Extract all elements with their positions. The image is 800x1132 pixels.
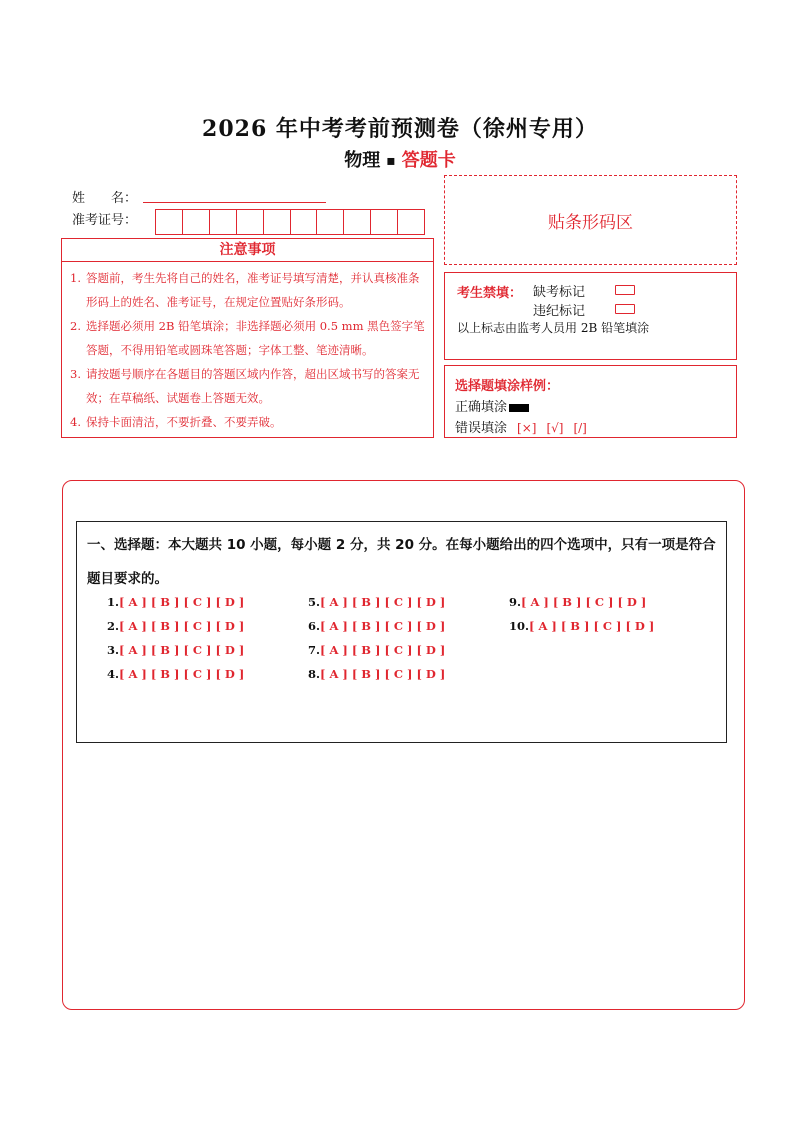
- id-cell[interactable]: [237, 210, 264, 234]
- notice-num: 1.: [70, 271, 81, 285]
- proctor-mark-box: [444, 272, 737, 360]
- option-bubbles[interactable]: [ A ] [ B ] [ C ] [ D ]: [119, 667, 245, 681]
- option-bubbles[interactable]: [ A ] [ B ] [ C ] [ D ]: [119, 595, 245, 609]
- wrong-mark-cross: [×]: [517, 421, 537, 435]
- id-cell[interactable]: [210, 210, 237, 234]
- question-number: 4.: [107, 667, 120, 681]
- id-cell[interactable]: [264, 210, 291, 234]
- wrong-fill-row: [455, 417, 587, 436]
- filled-box-icon: [509, 404, 529, 412]
- id-cell[interactable]: [291, 210, 318, 234]
- barcode-area: [444, 175, 737, 265]
- question-9[interactable]: [509, 595, 646, 609]
- option-bubbles[interactable]: [ A ] [ B ] [ C ] [ D ]: [529, 619, 655, 633]
- question-number: 10.: [509, 619, 530, 633]
- id-label: 准考证号：: [72, 213, 138, 228]
- name-label: 姓 名：: [72, 191, 138, 206]
- wrong-fill-label: 错误填涂: [455, 421, 508, 436]
- wrong-mark-check: [√]: [546, 421, 564, 435]
- question-number: 6.: [308, 619, 321, 633]
- question-number: 9.: [509, 595, 522, 609]
- id-cell[interactable]: [156, 210, 183, 234]
- wrong-mark-slash: [/]: [573, 421, 587, 435]
- notice-text: 选择题必须用 2B 铅笔填涂；非选择题必须用 0.5 mm 黑色签字笔答题，不得用铅笔或圆珠笔答题；字体工整、笔迹清晰。: [86, 319, 425, 357]
- fill-sample-label: 选择题填涂样例：: [455, 379, 560, 394]
- choice-section: [76, 521, 727, 743]
- notice-text: 保持卡面清洁，不要折叠、不要弄破。: [86, 415, 282, 429]
- violation-mark-label: 违纪标记: [533, 304, 586, 319]
- notice-item: [70, 266, 427, 314]
- id-cell[interactable]: [183, 210, 210, 234]
- question-2[interactable]: [107, 619, 244, 633]
- absent-mark-label: 缺考标记: [533, 285, 586, 300]
- notice-text: 答题前，考生先将自己的姓名，准考证号填写清楚，并认真核准条形码上的姓名、准考证号，在规定位置贴好条形码。: [86, 271, 420, 309]
- notice-num: 2.: [70, 319, 81, 333]
- notice-item: [70, 362, 427, 410]
- id-number-grid[interactable]: [155, 209, 425, 235]
- option-bubbles[interactable]: [ A ] [ B ] [ C ] [ D ]: [320, 595, 446, 609]
- page-subtitle: [0, 146, 800, 172]
- question-3[interactable]: [107, 643, 244, 657]
- question-6[interactable]: [308, 619, 445, 633]
- option-bubbles[interactable]: [ A ] [ B ] [ C ] [ D ]: [320, 667, 446, 681]
- option-bubbles[interactable]: [ A ] [ B ] [ C ] [ D ]: [119, 619, 245, 633]
- notice-item: [70, 314, 427, 362]
- notice-text: 请按题号顺序在各题目的答题区域内作答，超出区域书写的答案无效；在草稿纸、试题卷上答题无效。: [86, 367, 420, 405]
- question-10[interactable]: [509, 619, 654, 633]
- fill-sample-box: [444, 365, 737, 438]
- question-5[interactable]: [308, 595, 445, 609]
- option-bubbles[interactable]: [ A ] [ B ] [ C ] [ D ]: [320, 643, 446, 657]
- separator-dot: ▪: [386, 153, 396, 169]
- correct-fill-label: 正确填涂: [455, 400, 508, 415]
- question-number: 8.: [308, 667, 321, 681]
- card-name-label: 答题卡: [401, 150, 456, 171]
- notice-list: [61, 262, 434, 438]
- id-cell[interactable]: [398, 210, 424, 234]
- id-cell[interactable]: [344, 210, 371, 234]
- option-bubbles[interactable]: [ A ] [ B ] [ C ] [ D ]: [119, 643, 245, 657]
- notice-num: 4.: [70, 415, 81, 429]
- question-number: 3.: [107, 643, 120, 657]
- id-cell[interactable]: [371, 210, 398, 234]
- proctor-mark-label: 考生禁填：: [457, 286, 523, 301]
- question-1[interactable]: [107, 595, 244, 609]
- question-number: 1.: [107, 595, 120, 609]
- section-title: 一、选择题：本大题共 10 小题，每小题 2 分，共 20 分。在每小题给出的四个选项中，只有一项是符合题目要求的。: [87, 537, 716, 587]
- notice-title: 注意事项: [61, 238, 434, 262]
- question-7[interactable]: [308, 643, 445, 657]
- id-cell[interactable]: [317, 210, 344, 234]
- violation-mark-box[interactable]: [615, 304, 635, 314]
- option-bubbles[interactable]: [ A ] [ B ] [ C ] [ D ]: [521, 595, 647, 609]
- question-4[interactable]: [107, 667, 244, 681]
- barcode-label: 贴条形码区: [548, 212, 633, 233]
- subject-label: 物理: [344, 150, 381, 171]
- question-number: 2.: [107, 619, 120, 633]
- option-bubbles[interactable]: [ A ] [ B ] [ C ] [ D ]: [320, 619, 446, 633]
- absent-mark-box[interactable]: [615, 285, 635, 295]
- notice-item: [70, 410, 427, 434]
- page-title: 2026 年中考考前预测卷（徐州专用）: [202, 116, 598, 142]
- notice-num: 3.: [70, 367, 81, 381]
- name-field[interactable]: [143, 202, 326, 203]
- correct-fill-row: [455, 396, 529, 415]
- proctor-note: 以上标志由监考人员用 2B 铅笔填涂: [457, 321, 650, 335]
- question-8[interactable]: [308, 667, 445, 681]
- question-number: 5.: [308, 595, 321, 609]
- question-number: 7.: [308, 643, 321, 657]
